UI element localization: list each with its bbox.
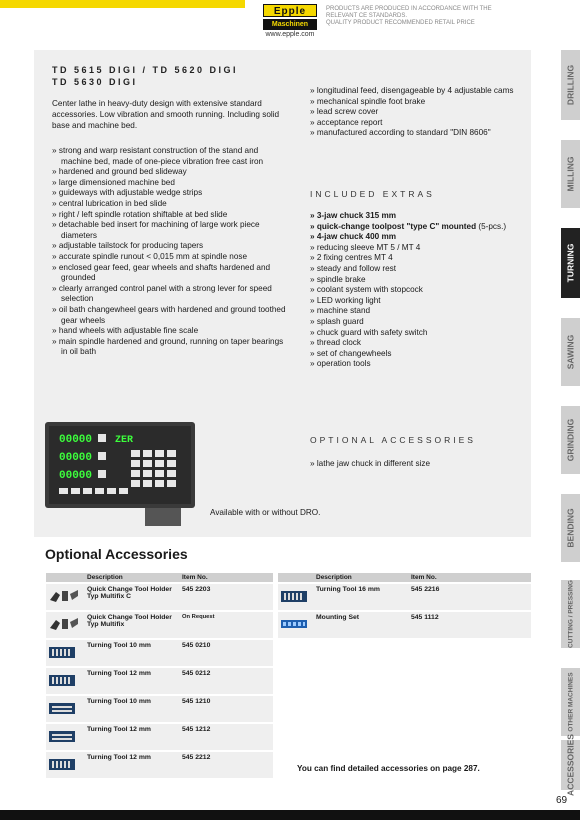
list-item: » guideways with adjustable wedge strips <box>52 188 290 199</box>
turning-tool-set-icon <box>48 672 76 688</box>
list-item: » machine stand <box>310 306 520 317</box>
table-header: Description Item No. <box>278 573 531 582</box>
list-item: » thread clock <box>310 338 520 349</box>
product-title: TD 5615 DIGI / TD 5620 DIGI TD 5630 DIGI <box>52 65 239 87</box>
tab-milling[interactable]: MILLING <box>561 140 580 208</box>
table-row: Turning Tool 12 mm 545 0212 <box>46 668 273 694</box>
bottom-bar <box>0 810 580 820</box>
svg-text:ZER: ZER <box>115 435 134 446</box>
list-item: » hardened and ground bed slideway <box>52 167 290 178</box>
list-item: » spindle brake <box>310 275 520 286</box>
table-row: Mounting Set 545 1112 <box>278 612 531 638</box>
svg-text:00000: 00000 <box>59 470 93 482</box>
table-row: Turning Tool 10 mm 545 0210 <box>46 640 273 666</box>
list-item: » 2 fixing centres MT 4 <box>310 253 520 264</box>
accessories-reference: You can find detailed accessories on page 287. <box>297 764 480 773</box>
tab-drilling[interactable]: DRILLING <box>561 50 580 120</box>
list-item: » manufactured according to standard "DIN 8606" <box>310 128 520 139</box>
tab-other-machines[interactable]: OTHER MACHINES <box>561 668 580 736</box>
list-item: » clearly arranged control panel with a strong lever for speed selection <box>52 284 290 305</box>
list-item: » enclosed gear feed, gear wheels and shafts hardened and grounded <box>52 263 290 284</box>
tab-turning[interactable]: TURNING <box>561 228 580 298</box>
table-row: Quick Change Tool Holder Typ Multifix C 545 2203 <box>46 584 273 610</box>
tab-grinding[interactable]: GRINDING <box>561 406 580 474</box>
page-number: 69 <box>556 795 568 806</box>
list-item: » set of changewheels <box>310 349 520 360</box>
table-row: Turning Tool 12 mm 545 2212 <box>46 752 273 778</box>
included-extras-heading: INCLUDED EXTRAS <box>310 189 435 199</box>
table-row: Turning Tool 10 mm 545 1210 <box>46 696 273 722</box>
included-extras-list <box>310 211 520 370</box>
optional-accessories-title: Optional Accessories <box>45 546 188 562</box>
optional-list <box>310 459 520 470</box>
tab-bending[interactable]: BENDING <box>561 494 580 562</box>
turning-tool-set-icon <box>48 644 76 660</box>
list-item: » LED working light <box>310 296 520 307</box>
svg-text:00000: 00000 <box>59 452 93 464</box>
list-item: » large dimensioned machine bed <box>52 178 290 189</box>
tab-sawing[interactable]: SAWING <box>561 318 580 386</box>
list-item: » strong and warp resistant construction of the stand and machine bed, made of one-piece vibration free cast iron <box>52 146 290 167</box>
optional-accessories-heading: OPTIONAL ACCESSORIES <box>310 435 476 445</box>
dro-caption: Available with or without DRO. <box>210 508 321 517</box>
list-item: » splash guard <box>310 317 520 328</box>
table-row: Turning Tool 12 mm 545 1212 <box>46 724 273 750</box>
top-yellow-bar <box>0 0 245 8</box>
list-item: » lead screw cover <box>310 107 520 118</box>
turning-tool-set-icon <box>48 756 76 772</box>
table-row: Turning Tool 16 mm 545 2216 <box>278 584 531 610</box>
table-header: Description Item No. <box>46 573 273 582</box>
list-item: » central lubrication in bed slide <box>52 199 290 210</box>
ce-notice: PRODUCTS ARE PRODUCED IN ACCORDANCE WITH THE RELEVANT CE STANDARDS. QUALITY PRODUCT RECOMMENDED RETAIL PRICE <box>326 6 492 26</box>
list-item: » longitudinal feed, disengageable by 4 adjustable cams <box>310 86 520 97</box>
epple-logo <box>263 4 317 40</box>
list-item: » coolant system with stopcock <box>310 285 520 296</box>
feature-list-right <box>310 86 520 139</box>
turning-tool-set-icon <box>48 700 76 716</box>
list-item: » acceptance report <box>310 118 520 129</box>
accessories-table-right <box>278 571 531 640</box>
list-item: » 3-jaw chuck 315 mm <box>310 211 520 222</box>
website-link[interactable]: www.epple.com <box>265 31 315 38</box>
list-item: » operation tools <box>310 359 520 370</box>
list-item: » chuck guard with safety switch <box>310 328 520 339</box>
turning-tool-set-icon <box>280 588 308 604</box>
list-item: » oil bath changewheel gears with hardened and ground toothed gear wheels <box>52 305 290 326</box>
list-item: » main spindle hardened and ground, running on taper bearings in oil bath <box>52 337 290 358</box>
list-item: » reducing sleeve MT 5 / MT 4 <box>310 243 520 254</box>
tab-accessories[interactable]: ACCESSORIES <box>561 740 580 790</box>
tool-holder-icon <box>48 586 80 606</box>
list-item: » mechanical spindle foot brake <box>310 97 520 108</box>
list-item: » adjustable tailstock for producing tapers <box>52 241 290 252</box>
table-row: Quick Change Tool Holder Typ Multifix On Request <box>46 612 273 638</box>
accessories-table-left <box>46 571 273 780</box>
list-item: » detachable bed insert for machining of large work piece diameters <box>52 220 290 241</box>
logo-wordmark: Epple <box>263 4 317 17</box>
svg-text:00000: 00000 <box>59 434 93 446</box>
product-intro: Center lathe in heavy-duty design with extensive standard accessories. Low vibration and smooth running. Including solid base and machine bed. <box>52 99 280 130</box>
tool-holder-icon <box>48 614 80 634</box>
feature-list-left <box>52 146 290 358</box>
list-item: » right / left spindle rotation shiftable at bed slide <box>52 210 290 221</box>
list-item: » 4-jaw chuck 400 mm <box>310 232 520 243</box>
list-item: » steady and follow rest <box>310 264 520 275</box>
mounting-set-icon <box>280 618 308 630</box>
logo-subtitle: Maschinen <box>263 19 317 30</box>
tab-cutting-pressing[interactable]: CUTTING / PRESSING <box>561 580 580 648</box>
list-item: » quick-change toolpost "type C" mounted (5-pcs.) <box>310 222 520 233</box>
turning-tool-set-icon <box>48 728 76 744</box>
list-item: » accurate spindle runout < 0,015 mm at spindle nose <box>52 252 290 263</box>
dro-display-image <box>45 422 195 526</box>
list-item: » lathe jaw chuck in different size <box>310 459 520 470</box>
list-item: » hand wheels with adjustable fine scale <box>52 326 290 337</box>
